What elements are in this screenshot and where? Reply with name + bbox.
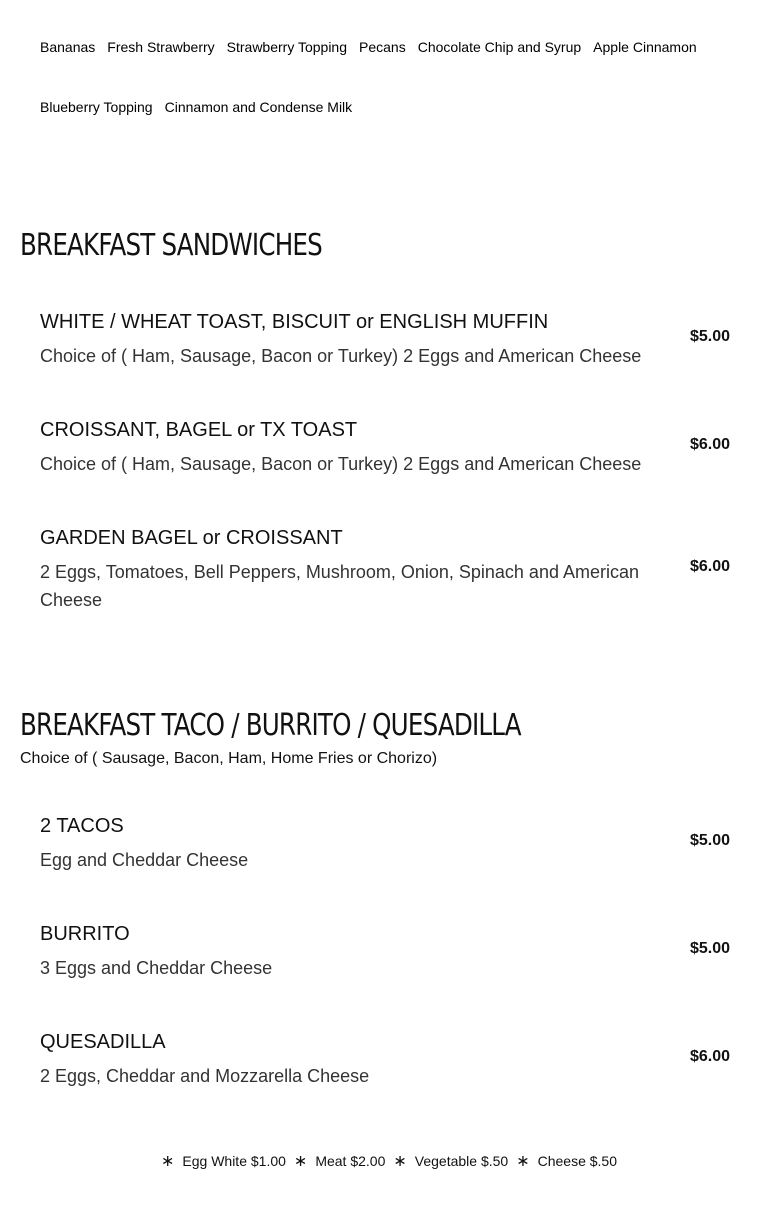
item-price: $6.00: [689, 558, 730, 575]
extra-item: [508, 1151, 617, 1171]
item-description: Egg and Cheddar Cheese: [40, 850, 249, 870]
section-subtitle: Choice of ( Sausage, Bacon, Ham, Home Fries or Chorizo): [20, 750, 438, 767]
extra-item: [385, 1151, 508, 1171]
menu-item: [40, 418, 730, 478]
item-name: 2 TACOS: [40, 815, 124, 837]
item-name: BURRITO: [40, 923, 130, 945]
extra-label: Vegetable $.50: [414, 1153, 509, 1169]
item-name: WHITE / WHEAT TOAST, BISCUIT or ENGLISH MUFFIN: [40, 311, 549, 333]
item-description: 2 Eggs, Cheddar and Mozzarella Cheese: [40, 1066, 370, 1086]
topping-item: Strawberry Topping: [226, 39, 348, 55]
item-price: $6.00: [689, 436, 730, 453]
extra-label: Meat $2.00: [315, 1153, 386, 1169]
topping-item: Cinnamon and Condense Milk: [164, 99, 353, 115]
extra-label: Cheese $.50: [537, 1153, 618, 1169]
menu-item: [40, 526, 730, 614]
topping-item: Blueberry Topping: [40, 99, 153, 115]
item-price: $5.00: [689, 940, 730, 957]
asterisk-icon: ∗: [293, 1153, 308, 1170]
menu-item: [40, 310, 730, 370]
topping-item: Pecans: [359, 39, 406, 55]
topping-item: Chocolate Chip and Syrup: [417, 39, 582, 55]
item-description: Choice of ( Ham, Sausage, Bacon or Turkey) 2 Eggs and American Cheese: [40, 346, 642, 366]
item-description: 3 Eggs and Cheddar Cheese: [40, 958, 273, 978]
section-title-breakfast-taco: BREAKFAST TACO / BURRITO / QUESADILLA: [20, 708, 521, 743]
asterisk-icon: ∗: [516, 1153, 530, 1170]
extra-item: [286, 1151, 385, 1171]
topping-item: Fresh Strawberry: [107, 39, 215, 55]
topping-item: Bananas: [40, 39, 96, 55]
item-name: QUESADILLA: [40, 1031, 166, 1053]
item-description: Choice of ( Ham, Sausage, Bacon or Turkey) 2 Eggs and American Cheese: [40, 454, 642, 474]
item-price: $5.00: [689, 328, 730, 345]
item-name: GARDEN BAGEL or CROISSANT: [40, 527, 343, 549]
menu-item: [40, 1030, 730, 1090]
asterisk-icon: ∗: [160, 1153, 175, 1170]
section-title-breakfast-sandwiches: BREAKFAST SANDWICHES: [20, 228, 322, 263]
topping-item: Apple Cinnamon: [593, 39, 697, 55]
extra-item: [153, 1151, 286, 1171]
menu-item: [40, 922, 730, 982]
extras-line: [0, 1151, 770, 1171]
item-price: $5.00: [689, 832, 730, 849]
extra-label: Egg White $1.00: [182, 1153, 286, 1169]
menu-item: [40, 814, 730, 874]
asterisk-icon: ∗: [393, 1153, 407, 1170]
item-price: $6.00: [689, 1048, 730, 1065]
toppings-list: [40, 38, 740, 116]
item-name: CROISSANT, BAGEL or TX TOAST: [40, 419, 358, 441]
item-description: 2 Eggs, Tomatoes, Bell Peppers, Mushroom, Onion, Spinach and American Cheese: [40, 562, 639, 610]
